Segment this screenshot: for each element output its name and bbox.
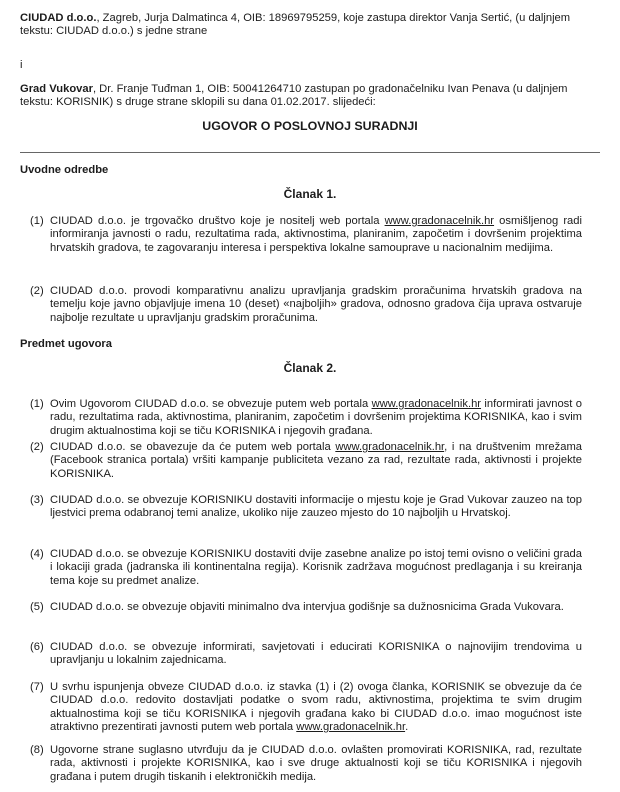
party-two-details: , Dr. Franje Tuđman 1, OIB: 50041264710 zastupan po gradonačelniku Ivan Penava (u daljnjem tekstu: KORISNIK) s druge strane sklopili su dana 01.02.2017. slijedeći:	[20, 83, 568, 109]
section-heading-introductory: Uvodne odredbe	[20, 164, 109, 176]
party-one-paragraph	[20, 12, 580, 39]
item-number: (6)	[30, 641, 44, 653]
item-text: CIUDAD d.o.o. se obvezuje informirati, savjetovati i educirati KORISNIKA o najnovijim trendovima u upravljanju u lokalnim zajednicama.	[50, 641, 582, 667]
article-heading-1: Članak 1.	[283, 187, 337, 201]
item-number: (2)	[30, 285, 44, 297]
party-one-name: CIUDAD d.o.o.	[20, 12, 97, 24]
item-text: CIUDAD d.o.o. provodi komparativnu analizu upravljanja gradskim proračunima hrvatskih gradova na temelju koje javno objavljuje imena 10 (deset) «najboljih» gradova, odnosno gradova čija uprava ostvaruje najbolje rezultate u upravljanju gradskim proračunima.	[50, 285, 582, 324]
item-number: (7)	[30, 681, 44, 693]
party-one-details: , Zagreb, Jurja Dalmatinca 4, OIB: 18969795259, koje zastupa direktor Vanja Sertić, (u daljnjem tekstu: CIUDAD d.o.o.) s jedne strane	[20, 12, 571, 38]
item-number: (4)	[30, 548, 44, 560]
article-heading-2: Članak 2.	[283, 361, 337, 375]
item-number: (1)	[30, 398, 44, 410]
item-number: (2)	[30, 441, 44, 453]
party-two-paragraph	[20, 83, 580, 110]
contract-title: UGOVOR O POSLOVNOJ SURADNJI	[202, 119, 418, 133]
portal-link[interactable]: www.gradonacelnik.hr	[384, 215, 495, 227]
item-number: (8)	[30, 744, 44, 756]
item-text: CIUDAD d.o.o. se obvezuje objaviti minimalno dva intervjua godišnje sa dužnosnicima Grada Vukovara.	[50, 601, 564, 613]
item-text: Ovim Ugovorom CIUDAD d.o.o. se obvezuje putem web portala www.gradonacelnik.hr informirati javnost o radu, rezultatima rada, aktivnostima, planiranim, započetim i dovršenim projektima KORISNIKA, kao i svim drugim aktualnostima koji se tiču KORISNIKA i njegovih građana.	[50, 398, 582, 437]
item-number: (5)	[30, 601, 44, 613]
item-text: CIUDAD d.o.o. je trgovačko društvo koje je nositelj web portala www.gradonacelnik.hr osmišljenog radi informiranja javnosti o radu, rezultatima rada, aktivnostima, planiranim, započetim i dovršenim projektima hrvatskih gradova, te zagovaranju interesa i perspektiva lokalne samouprave u nacionalnim medijima.	[50, 215, 582, 254]
item-text: U svrhu ispunjenja obveze CIUDAD d.o.o. iz stavka (1) i (2) ovoga članka, KORISNIK se obvezuje da će CIUDAD d.o.o. redovito dostavljati podatke o svom radu, aktivnostima, projektima te svim drugim aktualnostima koji se tiču KORISNIKA i njegovih građana kako bi CIUDAD d.o.o. imao mogućnost iste atraktivno prezentirati javnosti putem web portala www.gradonacelnik.hr.	[50, 681, 582, 733]
section-divider	[20, 152, 600, 153]
item-text: CIUDAD d.o.o. se obvezuje KORISNIKU dostaviti dvije zasebne analize po istoj temi ovisno o veličini grada i lokaciji grada (jadranska ili kontinentalna regija). Korisnik zadržava mogućnost predlaganja i su kreiranja tema koje su predmet analize.	[50, 548, 582, 587]
portal-link[interactable]: www.gradonacelnik.hr	[296, 720, 406, 733]
portal-link[interactable]: www.gradonacelnik.hr	[335, 441, 445, 453]
portal-link[interactable]: www.gradonacelnik.hr	[371, 398, 482, 410]
conjunction: i	[20, 59, 23, 71]
item-text: CIUDAD d.o.o. se obavezuje da će putem web portala www.gradonacelnik.hr, i na društvenim mrežama (Facebook stranica portala) vršiti kampanje publiciteta vezano za rad, rezultate rada, aktivnosti i projekte KORISNIKA.	[50, 441, 582, 480]
item-number: (1)	[30, 215, 44, 227]
item-text: Ugovorne strane suglasno utvrđuju da je CIUDAD d.o.o. ovlašten promovirati KORISNIKA, rad, rezultate rada, aktivnosti i projekte KORISNIKA, kao i sve druge aktualnosti koji se tiču KORISNIKA i njegovih građana i putem drugih tiskanih i elektroničkih medija.	[50, 744, 582, 783]
party-two-name: Grad Vukovar	[20, 83, 93, 95]
item-number: (3)	[30, 494, 44, 506]
item-text: CIUDAD d.o.o. se obvezuje KORISNIKU dostaviti informacije o mjestu koje je Grad Vukovar zauzeo na top ljestvici prema odabranoj temi analize, ukoliko nije zauzeo mjesto do 10 najboljih u Hrvatskoj.	[50, 494, 582, 520]
section-heading-subject: Predmet ugovora	[20, 338, 113, 350]
